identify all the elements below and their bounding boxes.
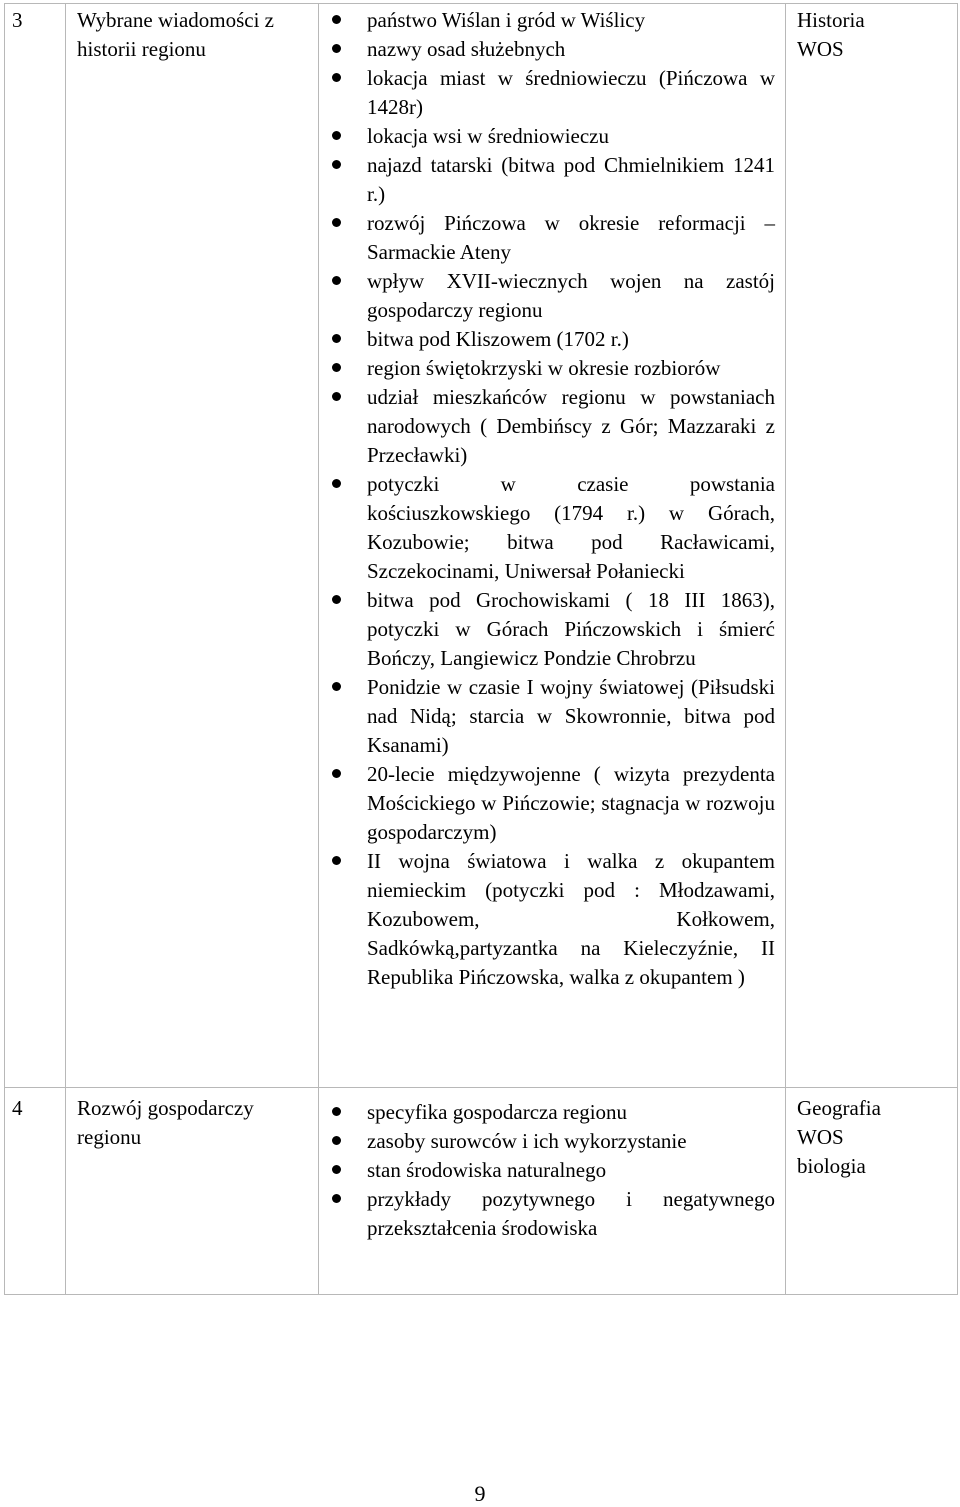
row-subjects: [786, 1088, 958, 1295]
list-item: region świętokrzyski w okresie rozbiorów: [319, 354, 775, 383]
row-subjects: [786, 4, 958, 1088]
table-row: [5, 4, 958, 1088]
row-number: 3: [5, 4, 66, 1088]
subject-label: Geografia: [797, 1096, 881, 1120]
list-item: bitwa pod Kliszowem (1702 r.): [319, 325, 775, 354]
subject-label: biologia: [797, 1154, 866, 1178]
list-item: wpływ XVII-wiecznych wojen na zastój gospodarczy regionu: [319, 267, 775, 325]
row-content: [319, 1088, 786, 1295]
row-number: 4: [5, 1088, 66, 1295]
page-number: 9: [474, 1481, 486, 1506]
list-item: zasoby surowców i ich wykorzystanie: [319, 1127, 775, 1156]
list-item: nazwy osad służebnych: [319, 35, 775, 64]
list-item: Ponidzie w czasie I wojny światowej (Piłsudski nad Nidą; starcia w Skowronnie, bitwa pod Ksanami): [319, 673, 775, 760]
list-item: lokacja wsi w średniowieczu: [319, 122, 775, 151]
row-topic: Rozwój gospodarczy regionu: [66, 1088, 319, 1295]
content-list: [319, 6, 775, 992]
list-item: przykłady pozytywnego i negatywnego przekształcenia środowiska: [319, 1185, 775, 1243]
subject-label: WOS: [797, 37, 844, 61]
row-topic: Wybrane wiadomości z historii regionu: [66, 4, 319, 1088]
content-list: [319, 1098, 775, 1243]
list-item: udział mieszkańców regionu w powstaniach narodowych ( Dembińscy z Gór; Mazzaraki z Przecławki): [319, 383, 775, 470]
curriculum-table: [4, 3, 958, 1295]
list-item: II wojna światowa i walka z okupantem niemieckim (potyczki pod : Młodzawami, Kozubowem, Kołkowem, Sadkówką,partyzantka na Kieleczyźnie, II Republika Pińczowska, walka z okupantem ): [319, 847, 775, 992]
list-item: najazd tatarski (bitwa pod Chmielnikiem 1241 r.): [319, 151, 775, 209]
list-item: państwo Wiślan i gród w Wiślicy: [319, 6, 775, 35]
row-content: [319, 4, 786, 1088]
list-item: specyfika gospodarcza regionu: [319, 1098, 775, 1127]
subject-label: Historia: [797, 8, 865, 32]
table-row: [5, 1088, 958, 1295]
list-item: rozwój Pińczowa w okresie reformacji – Sarmackie Ateny: [319, 209, 775, 267]
list-item: 20-lecie międzywojenne ( wizyta prezydenta Mościckiego w Pińczowie; stagnacja w rozwoju gospodarczym): [319, 760, 775, 847]
list-item: stan środowiska naturalnego: [319, 1156, 775, 1185]
subject-label: WOS: [797, 1125, 844, 1149]
list-item: potyczki w czasie powstania kościuszkowskiego (1794 r.) w Górach, Kozubowie; bitwa pod Racławicami, Szczekocinami, Uniwersał Połaniecki: [319, 470, 775, 586]
list-item: lokacja miast w średniowieczu (Pińczowa w 1428r): [319, 64, 775, 122]
list-item: bitwa pod Grochowiskami ( 18 III 1863), potyczki w Górach Pińczowskich i śmierć Bończy, Langiewicz Pondzie Chrobrzu: [319, 586, 775, 673]
